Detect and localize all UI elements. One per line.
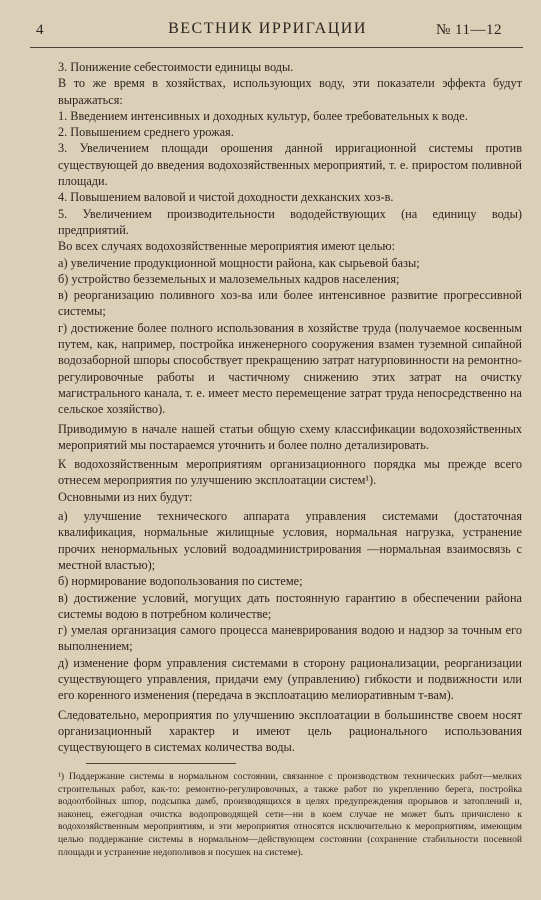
paragraph: 2. Повышением среднего урожая.	[58, 125, 234, 140]
list-item: в) реорганизацию поливного хоз-ва или более интенсивное развитие прогрессивной системы;	[58, 288, 522, 319]
paragraph: Основными из них будут:	[58, 489, 193, 504]
paragraph: 4. Повышением валовой и чистой доходности дехканских хоз-в.	[58, 190, 394, 205]
paragraph: Во всех случаях водохозяйственные мероприятия имеют целью:	[58, 239, 395, 254]
list-item: б) нормирование водопользования по системе;	[58, 574, 303, 589]
article-body	[58, 59, 522, 755]
paragraph: В то же время в хозяйствах, использующих воду, эти показатели эффекта будут выражаться:	[58, 76, 522, 107]
footnote: ¹) Поддержание системы в нормальном состоянии, связанное с производством технических работ—мелких строительных работ, как-то: ремонтно-регулировочных, а также работ по укреплению берега, постройка водоотбойных шпор, подсыпка дамб, производящихся в целях предупреждения прорывов и затоплений и, наконец, ежегодная очистка водопроводящей сети—ни в коем случае не может быть причислено к водохозяйственным мероприятиям, и эти мероприятия относятся исключительно к мероприятиям, имеющим целью поддержание системы в нормальном—действующем состоянии (сохранение стабильности посевной площади и устранение недополивов и посушек на системе).	[58, 771, 522, 858]
paragraph: 3. Понижение себестоимости единицы воды.	[58, 60, 294, 74]
page-header	[0, 18, 541, 46]
list-item: г) умелая организация самого процесса маневрирования водою и надзор за точным его выполнением;	[58, 623, 522, 654]
list-item: д) изменение форм управления системами в сторону рационализации, реорганизации существующего управления, придачи ему (управлению) гибкости и подвижности или его коренного изменения (передача в эксплоатацию мелиоративным т-вам).	[58, 655, 522, 703]
list-item: а) увеличение продукционной мощности района, как сырьевой базы;	[58, 255, 420, 270]
list-item: в) достижение условий, могущих дать постоянную гарантию в обеспечении района системы водою в потребном количестве;	[58, 590, 522, 621]
paragraph: 5. Увеличением производительности вододействующих (на единицу воды) предприятий.	[58, 206, 522, 237]
header-rule	[30, 47, 523, 48]
paragraph: 3. Увеличением площади орошения данной ирригационной системы против существующей до введения водохозяйственных мероприятий, т. е. приростом поливной площади.	[58, 141, 522, 189]
issue-number: № 11—12	[436, 22, 503, 38]
list-item: б) устройство безземельных и малоземельных кадров населения;	[58, 271, 400, 286]
journal-title: ВЕСТНИК ИРРИГАЦИИ	[168, 20, 367, 37]
list-item: г) достижение более полного использования в хозяйстве труда (получаемое косвенным путем, как, например, постройка инженерного сооружения взамен туземной сипайной водозаборной шпоры способствует прекращению затрат натурповинности на ремонтно-регулировочные работы и частичному снижению этих затрат на очистку магистрального канала, т. е. имеет место перемещение затрат труда непосредственно на сельское хозяйство).	[58, 320, 522, 417]
paragraph: К водохозяйственным мероприятиям организационного порядка мы прежде всего отнесем мероприятия по улучшению эксплоатации систем¹).	[58, 457, 522, 488]
paragraph: Приводимую в начале нашей статьи общую схему классификации водохозяйственных мероприятий мы постараемся уточнить и более полно детализировать.	[58, 421, 522, 452]
page-number: 4	[36, 22, 44, 38]
footnote-rule	[86, 763, 236, 764]
paragraph: Следовательно, мероприятия по улучшению эксплоатации в большинстве своем носят организационный характер и имеют цель рационального использования существующего в системах количества воды.	[58, 707, 522, 755]
list-item: а) улучшение технического аппарата управления системами (достаточная квалификация, нормальные жилищные условия, нормальная нагрузка, устранение прочих ненормальных условий водоадминистрирования —нормальная взаимосвязь с местной властью);	[58, 509, 522, 572]
paragraph: 1. Введением интенсивных и доходных культур, более требовательных к воде.	[58, 108, 468, 123]
